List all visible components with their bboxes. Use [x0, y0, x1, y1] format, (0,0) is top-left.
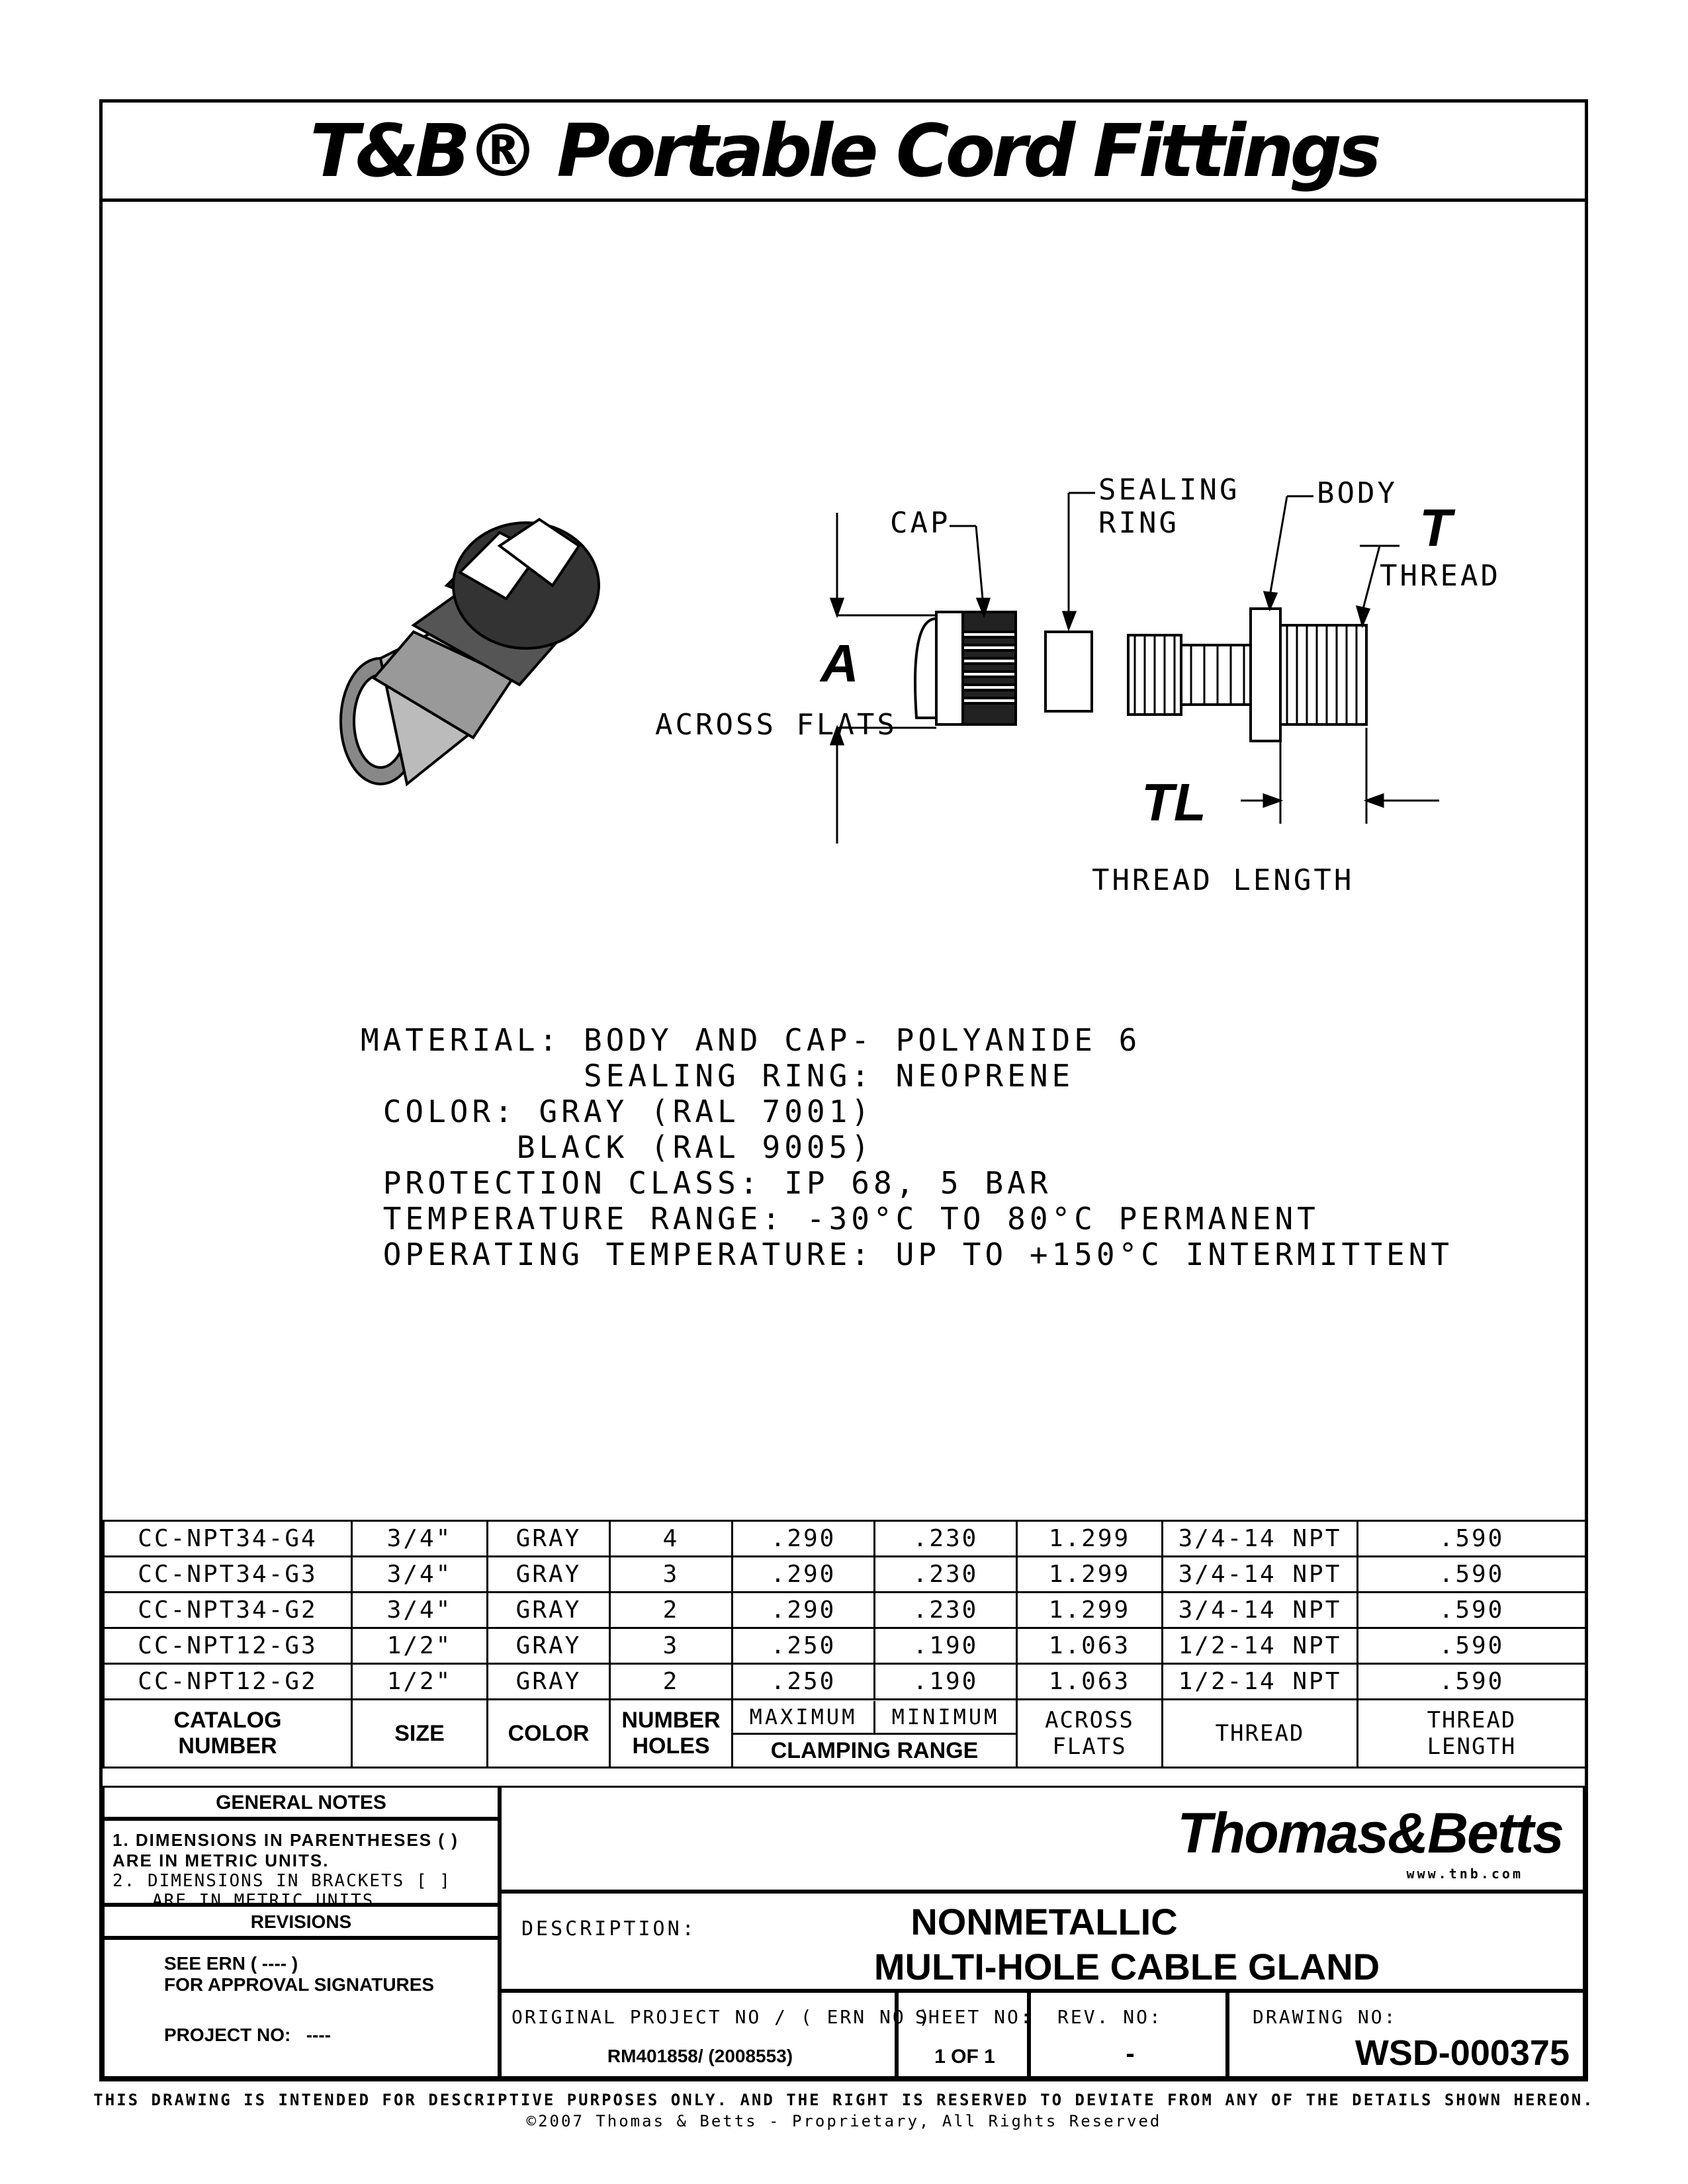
table-cell: .230	[875, 1557, 1017, 1593]
table-cell: GRAY	[488, 1664, 610, 1700]
cap-label: CAP	[890, 506, 951, 540]
cable-gland-illustration	[103, 202, 1585, 1029]
table-cell: .590	[1358, 1664, 1586, 1700]
across-flats-label: ACROSS FLATS	[655, 708, 897, 742]
table-cell: 3/4"	[352, 1521, 488, 1557]
drawing-label: DRAWING NO:	[1253, 2006, 1398, 2028]
table-cell: 3/4-14 NPT	[1163, 1521, 1358, 1557]
thread-length-label: THREAD LENGTH	[1092, 863, 1355, 897]
company-website: www.tnb.com	[1406, 1866, 1523, 1882]
table-cell: GRAY	[488, 1521, 610, 1557]
table-cell: .590	[1358, 1521, 1586, 1557]
title-band	[103, 103, 1585, 202]
table-cell: CC-NPT12-G3	[104, 1628, 352, 1664]
body-part	[1128, 609, 1366, 741]
description-label: DESCRIPTION:	[521, 1917, 697, 1941]
table-cell: CC-NPT34-G3	[104, 1557, 352, 1593]
col-clamping-range: CLAMPING RANGE	[770, 1737, 979, 1763]
a-letter: A	[821, 634, 859, 693]
t-letter: T	[1419, 498, 1452, 557]
table-cell: .230	[875, 1521, 1017, 1557]
page-title: T&B® Portable Cord Fittings	[310, 108, 1378, 193]
footer-disclaimer: THIS DRAWING IS INTENDED FOR DESCRIPTIVE PURPOSES ONLY. AND THE RIGHT IS RESERVED TO DEVIATE FROM ANY OF THE DETAILS SHOWN HEREON.	[93, 2091, 1595, 2109]
table-cell: .590	[1358, 1628, 1586, 1664]
sealing-ring-part	[1045, 632, 1092, 711]
sealing-label-1: SEALING	[1098, 473, 1240, 507]
company-box	[500, 1786, 1585, 1892]
col-thread-len-1: THREAD	[1427, 1707, 1517, 1733]
table-cell: 1/2"	[352, 1628, 488, 1664]
table-cell: .250	[733, 1628, 875, 1664]
spec-line: SEALING RING: NEOPRENE	[361, 1058, 1075, 1094]
table-row	[104, 1593, 1586, 1628]
table-cell: 1.299	[1017, 1557, 1163, 1593]
original-project-box	[500, 1991, 932, 2078]
sheet-number: 1 OF 1	[934, 2046, 995, 2068]
table-cell: .290	[733, 1593, 875, 1628]
description-box	[500, 1892, 1585, 1991]
col-holes-2: HOLES	[632, 1733, 710, 1759]
table-cell: 1/2"	[352, 1664, 488, 1700]
drawing-frame	[99, 99, 1588, 2081]
table-cell: 3/4"	[352, 1593, 488, 1628]
table-cell: 3	[610, 1628, 733, 1664]
table-row	[104, 1521, 1586, 1557]
table-cell: GRAY	[488, 1628, 610, 1664]
table-cell: 1.299	[1017, 1521, 1163, 1557]
table-cell: CC-NPT12-G2	[104, 1664, 352, 1700]
description-line-1: NONMETALLIC	[911, 1901, 1178, 1943]
drawing-number: WSD-000375	[1355, 2033, 1570, 2073]
sheet-box	[897, 1991, 1034, 2078]
table-header	[104, 1700, 1586, 1768]
table-row	[104, 1664, 1586, 1700]
drawing-box	[1227, 1991, 1585, 2078]
spec-line: COLOR: GRAY (RAL 7001)	[361, 1094, 873, 1129]
col-thread-len-2: LENGTH	[1427, 1733, 1517, 1760]
col-thread: THREAD	[1163, 1700, 1358, 1768]
table-cell: 3/4-14 NPT	[1163, 1593, 1358, 1628]
col-across-1: ACROSS	[1045, 1707, 1134, 1733]
revisions-heading	[103, 1905, 500, 1938]
table-cell: GRAY	[488, 1557, 610, 1593]
table-cell: 1.299	[1017, 1593, 1163, 1628]
spec-line: BLACK (RAL 9005)	[361, 1129, 873, 1165]
table-cell: 1/2-14 NPT	[1163, 1628, 1358, 1664]
col-catalog-2: NUMBER	[178, 1733, 277, 1759]
col-color: COLOR	[488, 1700, 610, 1768]
table-cell: .230	[875, 1593, 1017, 1628]
table-cell: GRAY	[488, 1593, 610, 1628]
table-cell: 1/2-14 NPT	[1163, 1664, 1358, 1700]
col-minimum: MINIMUM	[891, 1704, 1000, 1729]
project-no-label: PROJECT NO:	[164, 2025, 291, 2045]
table-row	[104, 1628, 1586, 1664]
table-cell: 3/4"	[352, 1557, 488, 1593]
gland-isometric-icon	[341, 519, 599, 784]
table-cell: CC-NPT34-G4	[104, 1521, 352, 1557]
table-cell: .590	[1358, 1557, 1586, 1593]
table-cell: 3	[610, 1557, 733, 1593]
footer-copyright: ©2007 Thomas & Betts - Proprietary, All Rights Reserved	[526, 2112, 1162, 2130]
thread-label: THREAD	[1380, 559, 1501, 593]
table-cell: .290	[733, 1521, 875, 1557]
spec-line: OPERATING TEMPERATURE: UP TO +150°C INTERMITTENT	[361, 1237, 1454, 1272]
col-holes-1: NUMBER	[621, 1708, 721, 1733]
body-label: BODY	[1317, 476, 1398, 510]
orig-project-label: ORIGINAL PROJECT NO / ( ERN NO )	[511, 2006, 932, 2028]
general-notes-heading	[103, 1786, 500, 1819]
note-1a: 1. DIMENSIONS IN PARENTHESES ( )	[112, 1830, 459, 1850]
orig-project: RM401858/ (2008553)	[607, 2046, 793, 2066]
spec-line: PROTECTION CLASS: IP 68, 5 BAR	[361, 1165, 1052, 1201]
revisions-text: REVISIONS	[250, 1911, 352, 1932]
rev-box	[1029, 1991, 1227, 2078]
col-across-2: FLATS	[1052, 1733, 1127, 1760]
table-cell: 1.063	[1017, 1628, 1163, 1664]
note-2a: 2. DIMENSIONS IN BRACKETS [ ]	[112, 1871, 451, 1891]
for-approval: FOR APPROVAL SIGNATURES	[164, 1974, 435, 1995]
table-cell: .590	[1358, 1593, 1586, 1628]
cap-part	[915, 612, 1016, 724]
company-logo: Thomas&Betts	[1177, 1802, 1563, 1865]
table-row	[104, 1557, 1586, 1593]
see-ern: SEE ERN ( ---- )	[164, 1953, 298, 1974]
tl-letter: TL	[1141, 773, 1206, 832]
revisions-box	[103, 1938, 500, 2078]
project-no: ----	[306, 2025, 331, 2045]
general-notes	[103, 1819, 500, 1911]
table-cell: 2	[610, 1664, 733, 1700]
table-cell: 4	[610, 1521, 733, 1557]
table-cell: 2	[610, 1593, 733, 1628]
col-maximum: MAXIMUM	[733, 1701, 875, 1733]
parts-table	[103, 1520, 1587, 1769]
sealing-label-2: RING	[1098, 506, 1179, 540]
col-size: SIZE	[352, 1700, 488, 1768]
note-1b: ARE IN METRIC UNITS.	[112, 1851, 330, 1870]
table-cell: .290	[733, 1557, 875, 1593]
table-cell: CC-NPT34-G2	[104, 1593, 352, 1628]
spec-line: MATERIAL: BODY AND CAP- POLYANIDE 6	[361, 1022, 1141, 1058]
rev-label: REV. NO:	[1057, 2006, 1163, 2028]
spec-line: TEMPERATURE RANGE: -30°C TO 80°C PERMANENT	[361, 1201, 1319, 1237]
table-cell: 3/4-14 NPT	[1163, 1557, 1358, 1593]
table-cell: .190	[875, 1628, 1017, 1664]
note-2b: ARE IN METRIC UNITS.	[152, 1891, 386, 1911]
rev-number: -	[1126, 2039, 1135, 2068]
sheet-label: SHEET NO:	[915, 2006, 1034, 2028]
table-cell: .250	[733, 1664, 875, 1700]
table-cell: .190	[875, 1664, 1017, 1700]
general-notes-text: GENERAL NOTES	[216, 1792, 386, 1813]
col-catalog-1: CATALOG	[173, 1708, 282, 1733]
description-line-2: MULTI-HOLE CABLE GLAND	[873, 1946, 1380, 1987]
table-cell: 1.063	[1017, 1664, 1163, 1700]
